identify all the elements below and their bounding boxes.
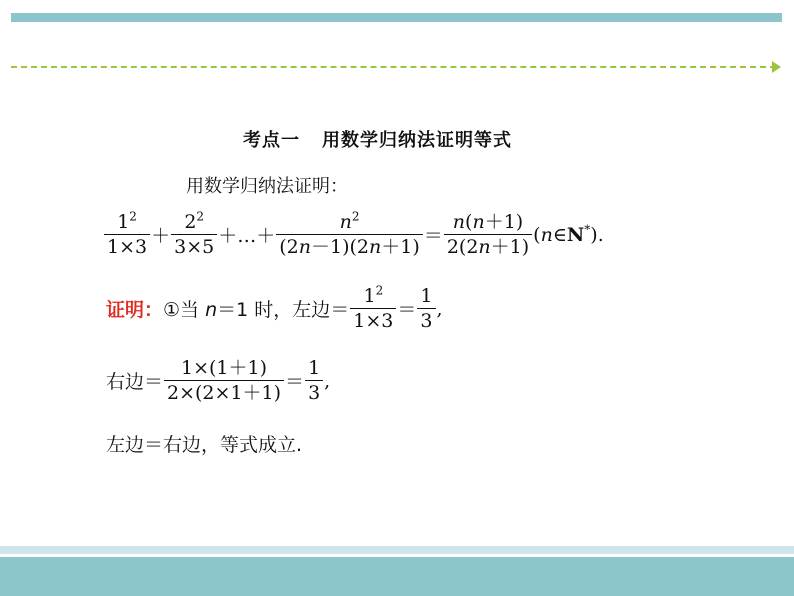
term-1-fraction	[104, 209, 150, 258]
term-2-denominator: 3×5	[171, 234, 217, 257]
result-denominator: 2(2n＋1)	[444, 234, 532, 257]
section-title	[243, 126, 512, 152]
conclusion-text: 左边＝右边，等式成立.	[106, 434, 303, 456]
right-side-prefix: 右边＝	[106, 371, 164, 393]
left-side-numerator: $1^2$	[363, 283, 384, 307]
term-1-denominator: 1×3	[104, 234, 150, 257]
comma: ,	[436, 297, 443, 320]
domain-condition: (n∈N*).	[533, 222, 604, 246]
term-2-numerator: $2^2$	[184, 209, 205, 233]
proof-conclusion	[106, 430, 302, 457]
step-1-prefix: ①当 n＝1 时，左边＝	[163, 299, 350, 321]
left-side-denominator: 1×3	[350, 308, 396, 331]
right-side-denominator: 2×(2×1＋1)	[164, 380, 284, 403]
result-fraction	[444, 212, 532, 257]
term-n-denominator: (2n－1)(2n＋1)	[276, 234, 423, 257]
proof-label: 证明：	[106, 299, 164, 321]
arrow-right-icon	[772, 61, 781, 73]
equals-sign: ＝	[423, 225, 443, 247]
dashed-divider	[11, 66, 776, 68]
one-third-fraction-2	[305, 358, 323, 403]
top-decor-bar	[11, 13, 782, 22]
ellipsis-plus: ＋…＋	[218, 225, 276, 247]
equals-sign: ＝	[397, 299, 417, 321]
one-third-fraction	[417, 286, 435, 331]
bottom-decor-bar-light	[0, 546, 794, 554]
term-n-fraction	[276, 209, 423, 258]
proof-right-side	[106, 358, 330, 403]
comma: ,	[324, 369, 331, 392]
term-2-fraction	[171, 209, 217, 258]
intro-text: 用数学归纳法证明：	[186, 176, 348, 197]
main-equation	[103, 209, 604, 258]
right-side-fraction	[164, 358, 284, 403]
left-side-fraction	[350, 283, 396, 332]
one-third-numerator: 1	[420, 285, 433, 307]
one-third-denominator: 3	[305, 380, 323, 403]
term-1-numerator: $1^2$	[117, 209, 137, 233]
proof-step-1	[106, 283, 443, 332]
equals-sign: ＝	[285, 371, 305, 393]
section-number: 考点一	[243, 130, 300, 151]
result-numerator: n(n＋1)	[452, 211, 524, 233]
plus-sign: ＋	[151, 225, 171, 247]
section-heading: 用数学归纳法证明等式	[322, 130, 512, 151]
bottom-decor-bar	[0, 557, 794, 596]
right-side-numerator: 1×(1＋1)	[181, 357, 268, 379]
one-third-numerator: 1	[308, 357, 321, 379]
intro-line	[186, 172, 348, 198]
term-n-numerator: $n^2$	[339, 209, 360, 233]
one-third-denominator: 3	[417, 308, 435, 331]
